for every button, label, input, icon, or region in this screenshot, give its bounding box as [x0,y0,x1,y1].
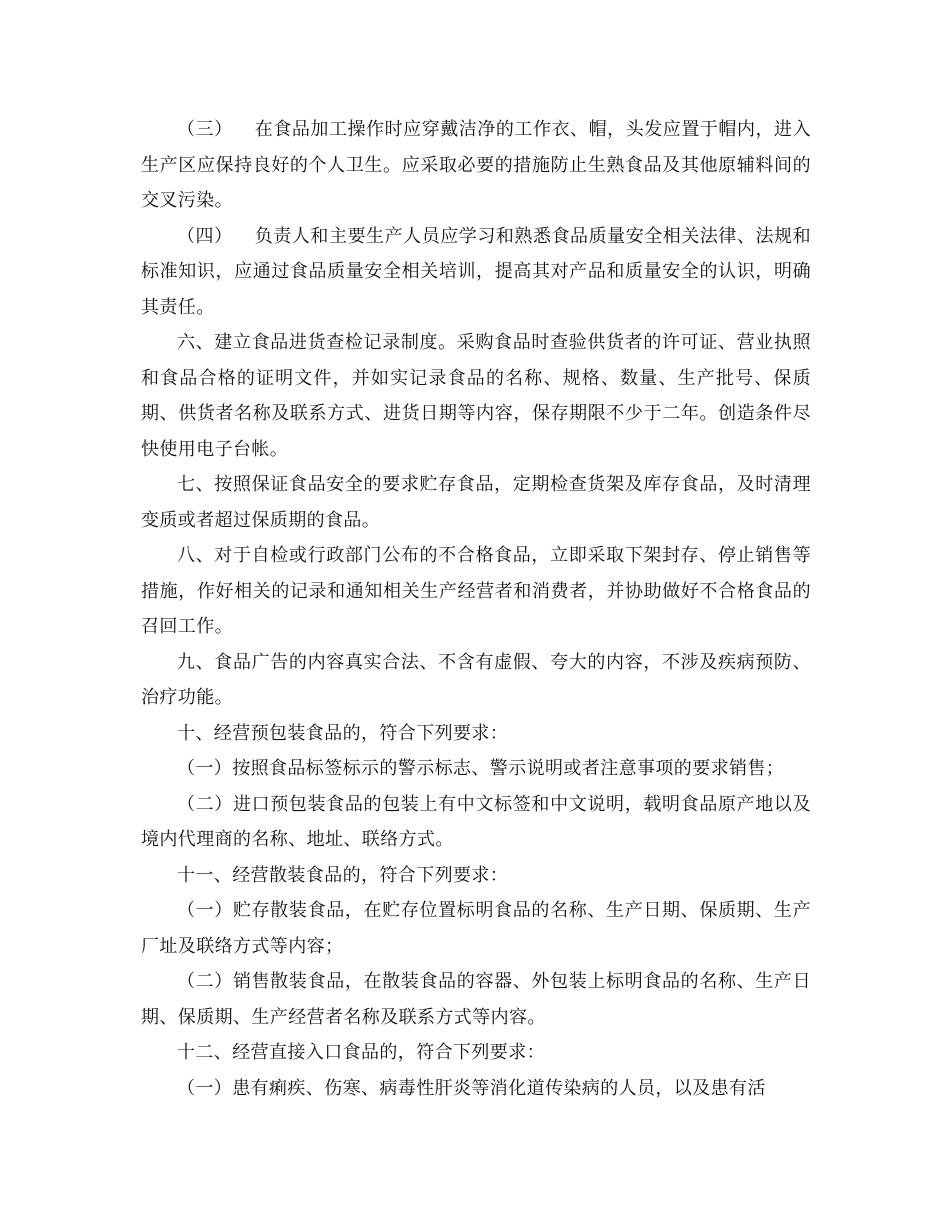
paragraph-11-2: （二）销售散装食品，在散装食品的容器、外包装上标明食品的名称、生产日期、保质期、生产经营者名称及联系方式等内容。 [141,971,811,1028]
paragraph-lead: （四） [177,225,233,247]
paragraph-10: 十、经营预包装食品的，符合下列要求： [177,722,509,744]
paragraph-lead: （三） [177,119,233,140]
paragraph-10-2: （二）进口预包装食品的包装上有中文标签和中文说明，载明食品原产地以及境内代理商的名称、地址、联络方式。 [141,793,811,850]
paragraph-11: 十一、经营散装食品的，符合下列要求： [177,864,509,886]
paragraph-text: 负责人和主要生产人员应学习和熟悉食品质量安全相关法律、法规和标准知识，应通过食品质量安全相关培训，提高其对产品和质量安全的认识，明确其责任。 [141,225,811,318]
paragraph-3 [141,112,811,219]
paragraph-11-1: （一）贮存散装食品，在贮存位置标明食品的名称、生产日期、保质期、生产厂址及联络方式等内容； [141,900,811,957]
paragraph-8: 八、对于自检或行政部门公布的不合格食品，立即采取下架封存、停止销售等措施，作好相关的记录和通知相关生产经营者和消费者，并协助做好不合格食品的召回工作。 [141,545,811,637]
paragraph-12-1: （一）患有痢疾、伤寒、病毒性肝炎等消化道传染病的人员，以及患有活 [177,1077,766,1099]
paragraph-9: 九、食品广告的内容真实合法、不含有虚假、夸大的内容，不涉及疾病预防、治疗功能。 [141,651,811,708]
paragraph-text: 在食品加工操作时应穿戴洁净的工作衣、帽，头发应置于帽内，进入生产区应保持良好的个人卫生。应采取必要的措施防止生熟食品及其他原辅料间的交叉污染。 [141,119,811,211]
paragraph-4 [141,219,811,326]
paragraph-7: 七、按照保证食品安全的要求贮存食品，定期检查货架及库存食品，及时清理变质或者超过保质期的食品。 [141,474,811,531]
paragraph-12: 十二、经营直接入口食品的，符合下列要求： [177,1042,545,1063]
paragraph-6: 六、建立食品进货查检记录制度。采购食品时查验供货者的许可证、营业执照和食品合格的证明文件，并如实记录食品的名称、规格、数量、生产批号、保质期、供货者名称及联系方式、进货日期等内容，保存期限不少于二年。创造条件尽快使用电子台帐。 [141,332,811,460]
document-page [141,112,811,1106]
paragraph-10-1: （一）按照食品标签标示的警示标志、警示说明或者注意事项的要求销售； [177,758,785,779]
